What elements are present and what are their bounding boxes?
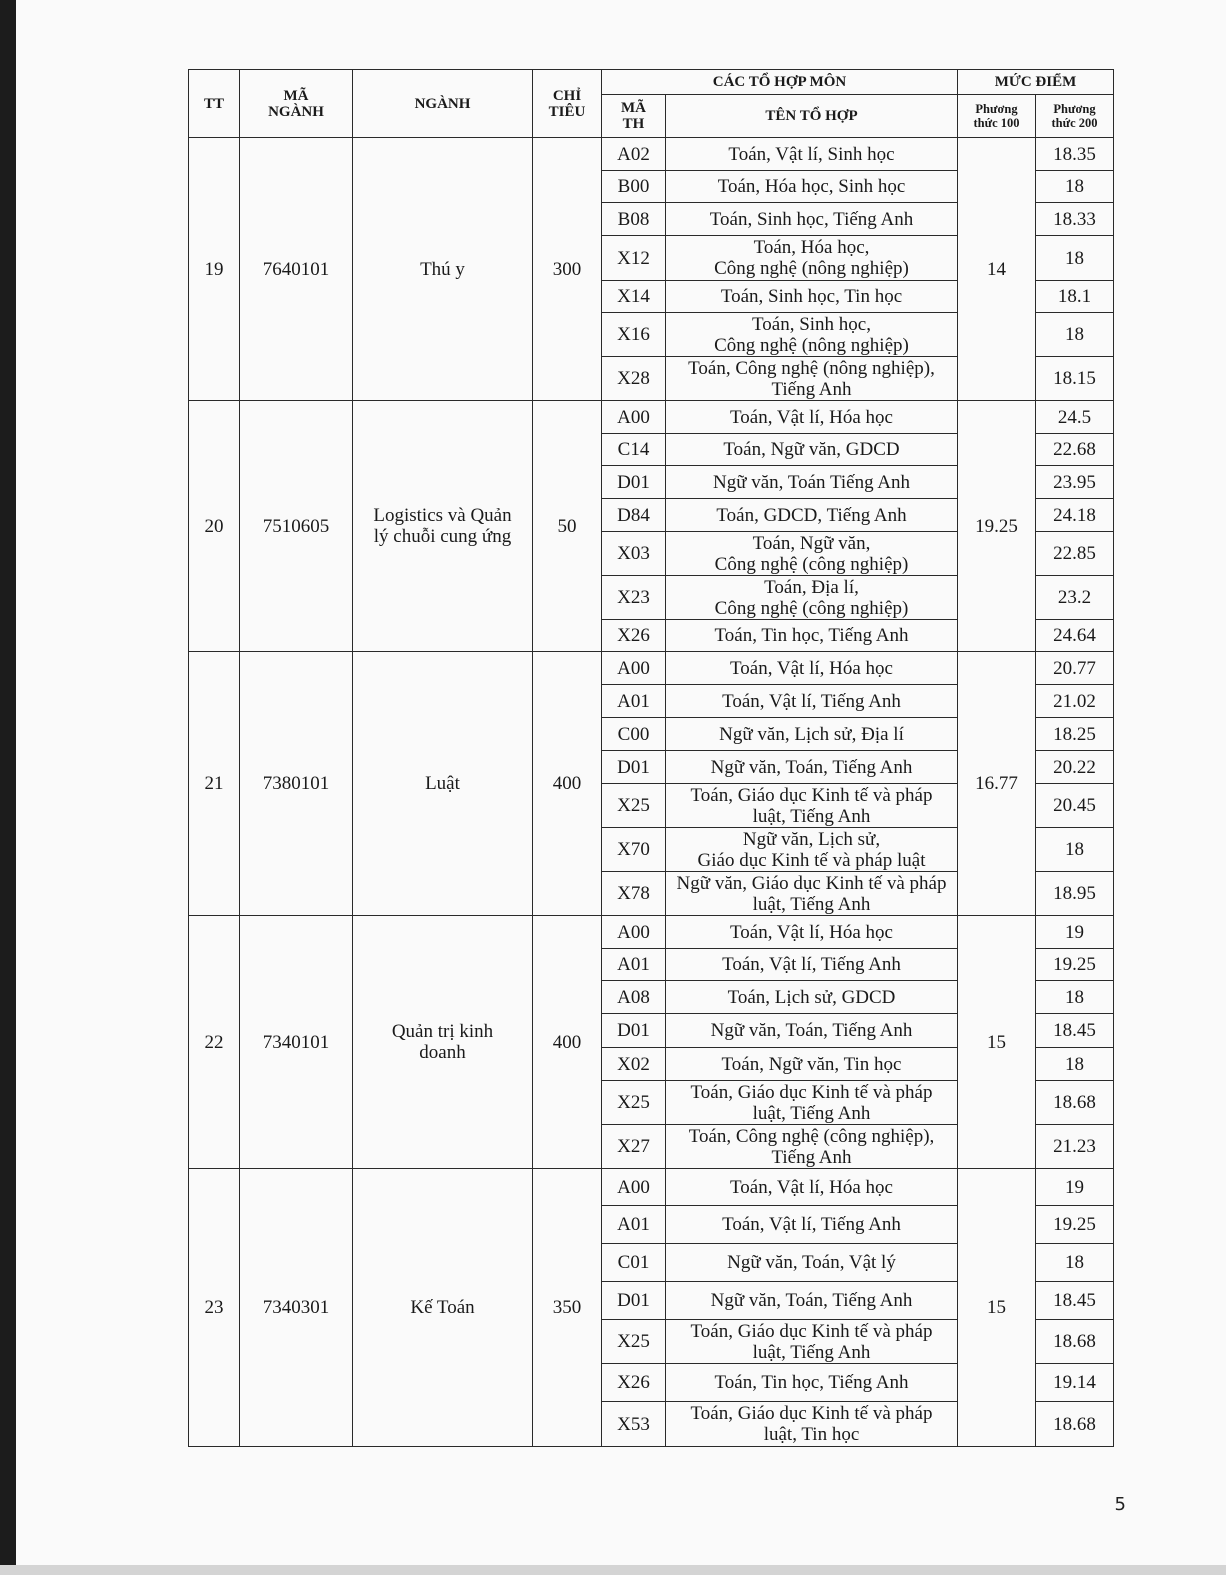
score-method-200: 23.2 xyxy=(1036,576,1114,620)
combo-name: Toán, Ngữ văn, GDCD xyxy=(666,434,958,466)
score-method-200: 19.14 xyxy=(1036,1364,1114,1402)
combo-code: X14 xyxy=(602,281,666,313)
combo-code: A02 xyxy=(602,138,666,171)
major-quota: 400 xyxy=(533,916,602,1169)
combo-code: A01 xyxy=(602,949,666,981)
combo-name: Toán, GDCD, Tiếng Anh xyxy=(666,499,958,532)
combo-code: X16 xyxy=(602,313,666,357)
score-method-100: 19.25 xyxy=(958,401,1036,652)
combo-code: X26 xyxy=(602,620,666,652)
combo-name: Toán, Tin học, Tiếng Anh xyxy=(666,620,958,652)
combo-name: Toán, Hóa học, Sinh học xyxy=(666,171,958,203)
header-phuong-thuc-100: Phương thức 100 xyxy=(958,95,1036,138)
major-code: 7640101 xyxy=(240,138,353,401)
score-method-200: 23.95 xyxy=(1036,466,1114,499)
score-method-200: 19 xyxy=(1036,916,1114,949)
combo-name: Toán, Vật lí, Hóa học xyxy=(666,1169,958,1206)
combo-code: D01 xyxy=(602,751,666,784)
combo-code: X70 xyxy=(602,828,666,872)
header-ten-to-hop: TÊN TỔ HỢP xyxy=(666,95,958,138)
combo-code: X23 xyxy=(602,576,666,620)
score-method-100: 14 xyxy=(958,138,1036,401)
combo-name: Toán, Giáo dục Kinh tế và pháp luật, Tiếng Anh xyxy=(666,784,958,828)
table-body xyxy=(189,138,1114,1447)
combo-code: A00 xyxy=(602,652,666,685)
combo-code: A00 xyxy=(602,916,666,949)
major-name: Kế Toán xyxy=(353,1169,533,1447)
score-method-200: 20.77 xyxy=(1036,652,1114,685)
combo-code: X53 xyxy=(602,1402,666,1447)
major-tt: 21 xyxy=(189,652,240,916)
combo-code: C01 xyxy=(602,1244,666,1282)
score-method-200: 18.68 xyxy=(1036,1402,1114,1447)
combo-name: Toán, Công nghệ (nông nghiệp), Tiếng Anh xyxy=(666,357,958,401)
score-method-200: 18.25 xyxy=(1036,718,1114,751)
combo-code: X12 xyxy=(602,236,666,281)
combo-name: Toán, Sinh học, Tin học xyxy=(666,281,958,313)
combo-name: Toán, Ngữ văn, Tin học xyxy=(666,1048,958,1081)
combo-name: Ngữ văn, Lịch sử, Địa lí xyxy=(666,718,958,751)
score-method-200: 22.85 xyxy=(1036,532,1114,576)
header-muc-diem: MỨC ĐIỂM xyxy=(958,70,1114,95)
major-code: 7380101 xyxy=(240,652,353,916)
score-method-200: 21.02 xyxy=(1036,685,1114,718)
table-row xyxy=(189,916,1114,949)
combo-name: Toán, Vật lí, Hóa học xyxy=(666,652,958,685)
score-method-200: 18.35 xyxy=(1036,138,1114,171)
combo-name: Toán, Giáo dục Kinh tế và pháp luật, Tiếng Anh xyxy=(666,1081,958,1125)
score-method-200: 19 xyxy=(1036,1169,1114,1206)
combo-code: A00 xyxy=(602,1169,666,1206)
combo-name: Toán, Công nghệ (công nghiệp), Tiếng Anh xyxy=(666,1125,958,1169)
admission-score-table xyxy=(188,69,1114,1447)
score-method-200: 18 xyxy=(1036,313,1114,357)
major-name: Quản trị kinh doanh xyxy=(353,916,533,1169)
combo-code: D01 xyxy=(602,1014,666,1048)
header-ma-nganh: MÃ NGÀNH xyxy=(240,70,353,138)
combo-name: Toán, Sinh học, Tiếng Anh xyxy=(666,203,958,236)
score-method-200: 18.68 xyxy=(1036,1320,1114,1364)
table-row xyxy=(189,1169,1114,1206)
score-method-200: 22.68 xyxy=(1036,434,1114,466)
combo-name: Toán, Sinh học, Công nghệ (nông nghiệp) xyxy=(666,313,958,357)
header-cac-to-hop-mon: CÁC TỔ HỢP MÔN xyxy=(602,70,958,95)
combo-name: Toán, Ngữ văn, Công nghệ (công nghiệp) xyxy=(666,532,958,576)
combo-name: Toán, Vật lí, Tiếng Anh xyxy=(666,949,958,981)
combo-name: Ngữ văn, Giáo dục Kinh tế và pháp luật, Tiếng Anh xyxy=(666,872,958,916)
combo-name: Toán, Tin học, Tiếng Anh xyxy=(666,1364,958,1402)
document-page xyxy=(16,0,1226,1565)
score-method-200: 18.68 xyxy=(1036,1081,1114,1125)
score-method-200: 24.5 xyxy=(1036,401,1114,434)
combo-name: Toán, Giáo dục Kinh tế và pháp luật, Tiếng Anh xyxy=(666,1320,958,1364)
combo-name: Ngữ văn, Toán, Tiếng Anh xyxy=(666,1014,958,1048)
combo-name: Toán, Địa lí, Công nghệ (công nghiệp) xyxy=(666,576,958,620)
combo-name: Ngữ văn, Toán Tiếng Anh xyxy=(666,466,958,499)
score-method-200: 24.64 xyxy=(1036,620,1114,652)
combo-name: Toán, Hóa học, Công nghệ (nông nghiệp) xyxy=(666,236,958,281)
score-method-200: 18 xyxy=(1036,236,1114,281)
combo-code: C14 xyxy=(602,434,666,466)
combo-code: D01 xyxy=(602,466,666,499)
score-method-200: 18 xyxy=(1036,981,1114,1014)
combo-name: Ngữ văn, Toán, Vật lý xyxy=(666,1244,958,1282)
major-code: 7510605 xyxy=(240,401,353,652)
combo-name: Ngữ văn, Lịch sử, Giáo dục Kinh tế và pháp luật xyxy=(666,828,958,872)
score-method-200: 18.45 xyxy=(1036,1014,1114,1048)
major-code: 7340101 xyxy=(240,916,353,1169)
score-method-100: 15 xyxy=(958,1169,1036,1447)
table-row xyxy=(189,401,1114,434)
score-method-200: 20.22 xyxy=(1036,751,1114,784)
score-method-200: 19.25 xyxy=(1036,949,1114,981)
combo-name: Toán, Giáo dục Kinh tế và pháp luật, Tin học xyxy=(666,1402,958,1447)
table-row xyxy=(189,652,1114,685)
major-tt: 19 xyxy=(189,138,240,401)
score-method-200: 18 xyxy=(1036,171,1114,203)
header-nganh: NGÀNH xyxy=(353,70,533,138)
major-name: Thú y xyxy=(353,138,533,401)
combo-code: B08 xyxy=(602,203,666,236)
combo-code: X03 xyxy=(602,532,666,576)
combo-name: Ngữ văn, Toán, Tiếng Anh xyxy=(666,1282,958,1320)
score-method-200: 18 xyxy=(1036,1244,1114,1282)
score-method-200: 18 xyxy=(1036,1048,1114,1081)
combo-code: A08 xyxy=(602,981,666,1014)
combo-code: X28 xyxy=(602,357,666,401)
combo-name: Ngữ văn, Toán, Tiếng Anh xyxy=(666,751,958,784)
major-code: 7340301 xyxy=(240,1169,353,1447)
major-quota: 400 xyxy=(533,652,602,916)
combo-code: X25 xyxy=(602,784,666,828)
score-method-100: 16.77 xyxy=(958,652,1036,916)
score-method-200: 18.15 xyxy=(1036,357,1114,401)
combo-code: B00 xyxy=(602,171,666,203)
header-phuong-thuc-200: Phương thức 200 xyxy=(1036,95,1114,138)
combo-name: Toán, Vật lí, Sinh học xyxy=(666,138,958,171)
combo-name: Toán, Vật lí, Hóa học xyxy=(666,916,958,949)
score-method-200: 18.33 xyxy=(1036,203,1114,236)
score-method-200: 24.18 xyxy=(1036,499,1114,532)
combo-code: D84 xyxy=(602,499,666,532)
combo-code: X78 xyxy=(602,872,666,916)
combo-code: C00 xyxy=(602,718,666,751)
bottom-bar xyxy=(0,1565,1226,1575)
combo-code: D01 xyxy=(602,1282,666,1320)
combo-code: X25 xyxy=(602,1081,666,1125)
table-header xyxy=(189,70,1114,138)
major-quota: 50 xyxy=(533,401,602,652)
combo-code: A01 xyxy=(602,685,666,718)
major-tt: 22 xyxy=(189,916,240,1169)
major-name: Logistics và Quản lý chuỗi cung ứng xyxy=(353,401,533,652)
page-number: 5 xyxy=(1114,1494,1126,1515)
combo-name: Toán, Vật lí, Hóa học xyxy=(666,401,958,434)
combo-code: A00 xyxy=(602,401,666,434)
score-method-200: 20.45 xyxy=(1036,784,1114,828)
header-ma-th: MÃ TH xyxy=(602,95,666,138)
combo-name: Toán, Vật lí, Tiếng Anh xyxy=(666,685,958,718)
combo-code: X27 xyxy=(602,1125,666,1169)
combo-name: Toán, Vật lí, Tiếng Anh xyxy=(666,1206,958,1244)
score-method-200: 18.1 xyxy=(1036,281,1114,313)
major-tt: 23 xyxy=(189,1169,240,1447)
header-tt: TT xyxy=(189,70,240,138)
score-method-200: 18.45 xyxy=(1036,1282,1114,1320)
major-name: Luật xyxy=(353,652,533,916)
score-method-200: 21.23 xyxy=(1036,1125,1114,1169)
major-quota: 300 xyxy=(533,138,602,401)
table-row xyxy=(189,138,1114,171)
combo-code: X25 xyxy=(602,1320,666,1364)
combo-name: Toán, Lịch sử, GDCD xyxy=(666,981,958,1014)
score-method-200: 19.25 xyxy=(1036,1206,1114,1244)
combo-code: X02 xyxy=(602,1048,666,1081)
major-quota: 350 xyxy=(533,1169,602,1447)
combo-code: A01 xyxy=(602,1206,666,1244)
combo-code: X26 xyxy=(602,1364,666,1402)
score-method-200: 18 xyxy=(1036,828,1114,872)
score-method-200: 18.95 xyxy=(1036,872,1114,916)
score-method-100: 15 xyxy=(958,916,1036,1169)
header-chi-tieu: CHỈ TIÊU xyxy=(533,70,602,138)
major-tt: 20 xyxy=(189,401,240,652)
